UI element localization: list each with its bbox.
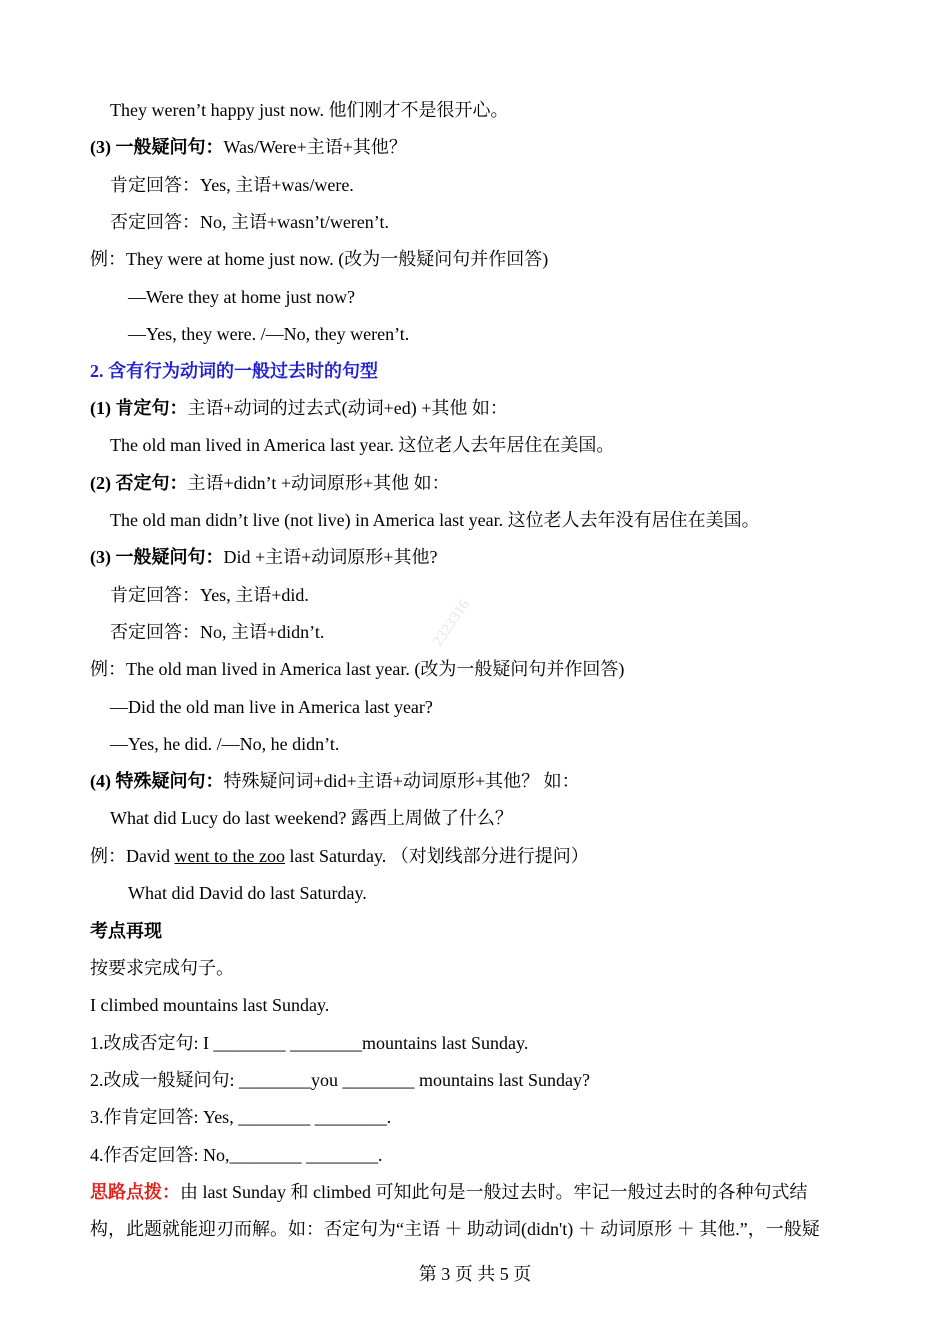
dialog-line: —Were they at home just now? (128, 287, 355, 307)
dialog-line: —Yes, he did. /—No, he didn’t. (110, 734, 340, 754)
hint-continuation: 构，此题就能迎刃而解。如：否定句为“主语 ＋ 助动词(didn't) ＋ 动词原形 ＋ 其他.”，一般疑 (90, 1219, 820, 1239)
exercise-sentence: I climbed mountains last Sunday. (90, 995, 330, 1015)
example-sentence: The old man didn’t live (not live) in America last year. 这位老人去年没有居住在美国。 (110, 510, 760, 530)
exercise-item: 1.改成否定句: I ________ ________mountains last Sunday. (90, 1033, 529, 1053)
example-sentence: The old man lived in America last year. 这位老人去年居住在美国。 (110, 435, 615, 455)
affirmative-answer: 肯定回答：Yes, 主语+was/were. (110, 175, 354, 195)
hint-label: 思路点拨： (90, 1182, 180, 1202)
section-label: (3) 一般疑问句： (90, 137, 224, 157)
section-interrogative (90, 545, 437, 569)
page-footer: 第 3 页 共 5 页 (418, 1264, 532, 1284)
section-text: Did +主语+动词原形+其他? (223, 547, 438, 567)
section-label: (4) 特殊疑问句： (90, 771, 224, 791)
negative-answer: 否定回答：No, 主语+didn’t. (110, 622, 325, 642)
example-line (90, 844, 589, 868)
dialog-line: —Yes, they were. /—No, they weren’t. (128, 324, 410, 344)
hint-line (90, 1180, 807, 1204)
example-line: 例：They were at home just now. (改为一般疑问句并作回答) (90, 249, 549, 269)
section-negative (90, 471, 450, 495)
section-heading: 2. 含有行为动词的一般过去时的句型 (90, 361, 378, 381)
section-text: 主语+didn’t +动词原形+其他 如： (187, 473, 450, 493)
underlined-phrase: went to the zoo (174, 846, 285, 866)
section-label: (2) 否定句： (90, 473, 188, 493)
example-suffix: last Saturday. （对划线部分进行提问） (284, 846, 589, 866)
section-label: (1) 肯定句： (90, 398, 188, 418)
example-sentence: They weren’t happy just now. 他们刚才不是很开心。 (110, 100, 509, 120)
affirmative-answer: 肯定回答：Yes, 主语+did. (110, 585, 309, 605)
section-interrogative (90, 135, 407, 159)
exercise-item: 2.改成一般疑问句: ________you ________ mountains last Sunday? (90, 1070, 590, 1090)
section-affirmative (90, 396, 508, 420)
exercise-item: 4.作否定回答: No,________ ________. (90, 1145, 383, 1165)
answer-line: What did David do last Saturday. (128, 883, 367, 903)
section-special-question (90, 769, 580, 793)
hint-text: 由 last Sunday 和 climbed 可知此句是一般过去时。牢记一般过去时的各种句式结 (180, 1182, 808, 1202)
example-line: 例：The old man lived in America last year. (改为一般疑问句并作回答) (90, 659, 625, 679)
section-text: Was/Were+主语+其他？ (223, 137, 407, 157)
section-text: 主语+动词的过去式(动词+ed) +其他 如： (187, 398, 508, 418)
exercise-heading: 考点再现 (90, 921, 162, 941)
negative-answer: 否定回答：No, 主语+wasn’t/weren’t. (110, 212, 389, 232)
section-label: (3) 一般疑问句： (90, 547, 224, 567)
watermark: 2323316 (430, 596, 474, 650)
exercise-instruction: 按要求完成句子。 (90, 958, 234, 978)
dialog-line: —Did the old man live in America last year? (110, 697, 433, 717)
exercise-item: 3.作肯定回答: Yes, ________ ________. (90, 1107, 392, 1127)
section-text: 特殊疑问词+did+主语+动词原形+其他？ 如： (223, 771, 580, 791)
example-prefix: 例：David (90, 846, 175, 866)
example-sentence: What did Lucy do last weekend? 露西上周做了什么？ (110, 808, 513, 828)
